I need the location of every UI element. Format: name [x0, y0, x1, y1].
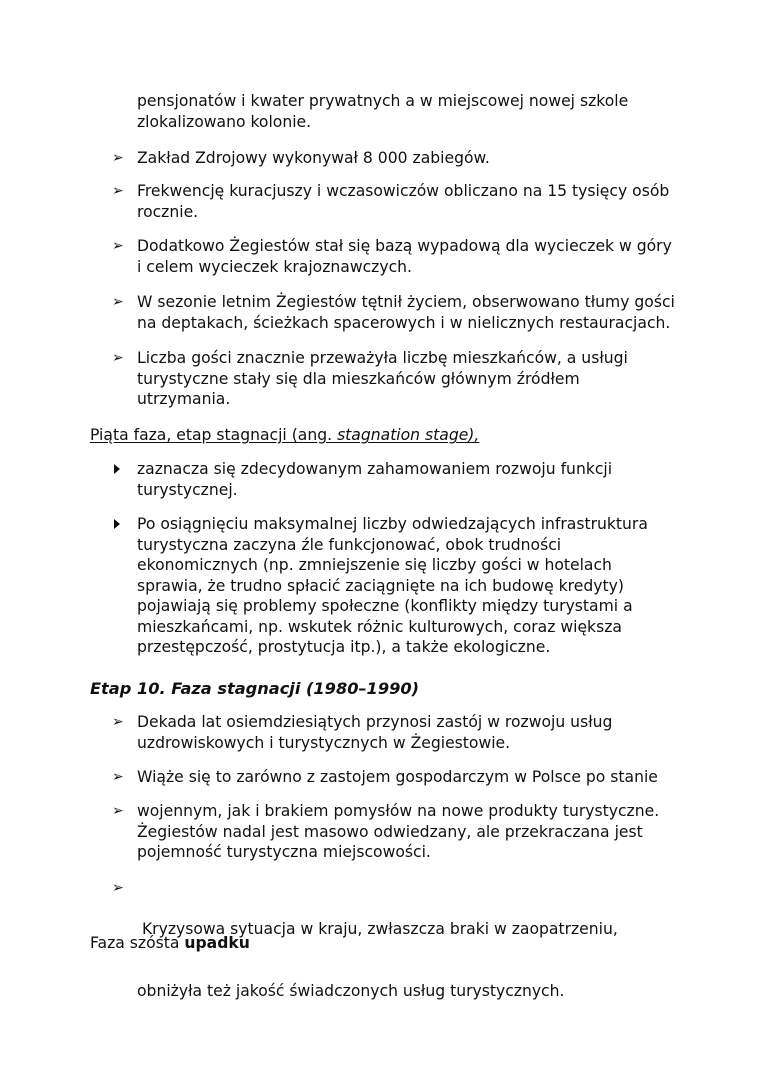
text-line: Dekada lat osiemdziesiątych przynosi zastój w rozwoju usług: [137, 713, 613, 731]
arrow-bullet-icon: ➢: [112, 183, 124, 199]
text-line: Po osiągnięciu maksymalnej liczby odwiedzających infrastruktura: [137, 515, 648, 533]
arrow-bullet-icon: ➢: [112, 714, 124, 730]
list-item: [137, 348, 677, 410]
arrow-bullet-icon: ➢: [112, 880, 124, 896]
text-line: rocznie.: [137, 202, 199, 221]
text-line: i celem wycieczek krajoznawczych.: [137, 257, 412, 276]
list-item: [137, 801, 677, 863]
text-line: pojawiają się problemy społeczne (konflikty między turystami a: [137, 597, 633, 615]
list-item: [137, 459, 677, 500]
text-line: utrzymania.: [137, 390, 231, 408]
section-heading: [90, 425, 479, 446]
triangle-bullet-icon: [114, 519, 120, 529]
text-line: przestępczość, prostytucja itp.), a także ekologiczne.: [137, 638, 551, 656]
arrow-bullet-icon: ➢: [112, 294, 124, 310]
text-line: na deptakach, ścieżkach spacerowych i w nielicznych restauracjach.: [137, 313, 671, 332]
text-line: turystyczne stały się dla mieszkańców głównym źródłem: [137, 369, 580, 388]
text-line: obniżyła też jakość świadczonych usług turystycznych.: [137, 981, 565, 1000]
text-line: sprawia, że trudno spłacić zaciągnięte na ich budowę kredyty): [137, 576, 624, 595]
list-item: [137, 148, 677, 169]
list-item: [137, 181, 677, 222]
text-line: Frekwencję kuracjuszy i wczasowiczów obliczano na 15 tysięcy osób: [137, 182, 670, 200]
section-heading: [90, 933, 250, 954]
heading-text: Piąta faza, etap stagnacji (ang.: [90, 426, 338, 444]
heading-bold-text: upadku: [184, 934, 250, 952]
text-line: zlokalizowano kolonie.: [137, 112, 312, 131]
text-line: W sezonie letnim Żegiestów tętnił życiem, obserwowano tłumy gości: [137, 293, 675, 311]
text-line: Liczba gości znacznie przeważyła liczbę mieszkańców, a usługi: [137, 349, 628, 367]
text-line: turystycznej.: [137, 480, 238, 499]
text-line: Dodatkowo Żegiestów stał się bazą wypadową dla wycieczek w góry: [137, 237, 672, 255]
triangle-bullet-icon: [114, 464, 120, 474]
etap-heading: Etap 10. Faza stagnacji (1980–1990): [90, 679, 420, 698]
list-item: [137, 712, 677, 753]
intro-paragraph: [137, 91, 677, 132]
text-line: wojennym, jak i brakiem pomysłów na nowe produkty turystyczne.: [137, 802, 660, 820]
text-line: zaznacza się zdecydowanym zahamowaniem rozwoju funkcji: [137, 460, 613, 478]
list-item: [137, 878, 677, 1042]
arrow-bullet-icon: ➢: [112, 803, 124, 819]
heading-text: Faza szósta: [90, 934, 185, 952]
text-line: Kryzysowa sytuacja w kraju, zwłaszcza braki w zaopatrzeniu,: [137, 920, 618, 938]
text-line: turystyczna zaczyna źle funkcjonować, obok trudności: [137, 535, 562, 554]
list-item: [137, 292, 677, 333]
list-item: [137, 767, 677, 788]
text-line: Wiąże się to zarówno z zastojem gospodarczym w Polsce po stanie: [137, 768, 658, 786]
arrow-bullet-icon: ➢: [112, 350, 124, 366]
list-item: [137, 236, 677, 277]
text-line: ekonomicznych (np. zmniejszenie się liczby gości w hotelach: [137, 556, 612, 574]
text-line: Zakład Zdrojowy wykonywał 8 000 zabiegów.: [137, 149, 490, 167]
heading-italic-text: stagnation stage),: [337, 426, 480, 444]
arrow-bullet-icon: ➢: [112, 150, 124, 166]
arrow-bullet-icon: ➢: [112, 769, 124, 785]
text-line: pensjonatów i kwater prywatnych a w miejscowej nowej szkole: [137, 92, 629, 110]
text-line: Żegiestów nadal jest masowo odwiedzany, ale przekraczana jest: [137, 822, 643, 841]
arrow-bullet-icon: ➢: [112, 238, 124, 254]
text-line: pojemność turystyczna miejscowości.: [137, 843, 431, 861]
list-item: [137, 514, 677, 658]
text-line: uzdrowiskowych i turystycznych w Żegiestowie.: [137, 733, 511, 752]
text-line: mieszkańcami, np. wskutek różnic kulturowych, coraz większa: [137, 617, 622, 636]
